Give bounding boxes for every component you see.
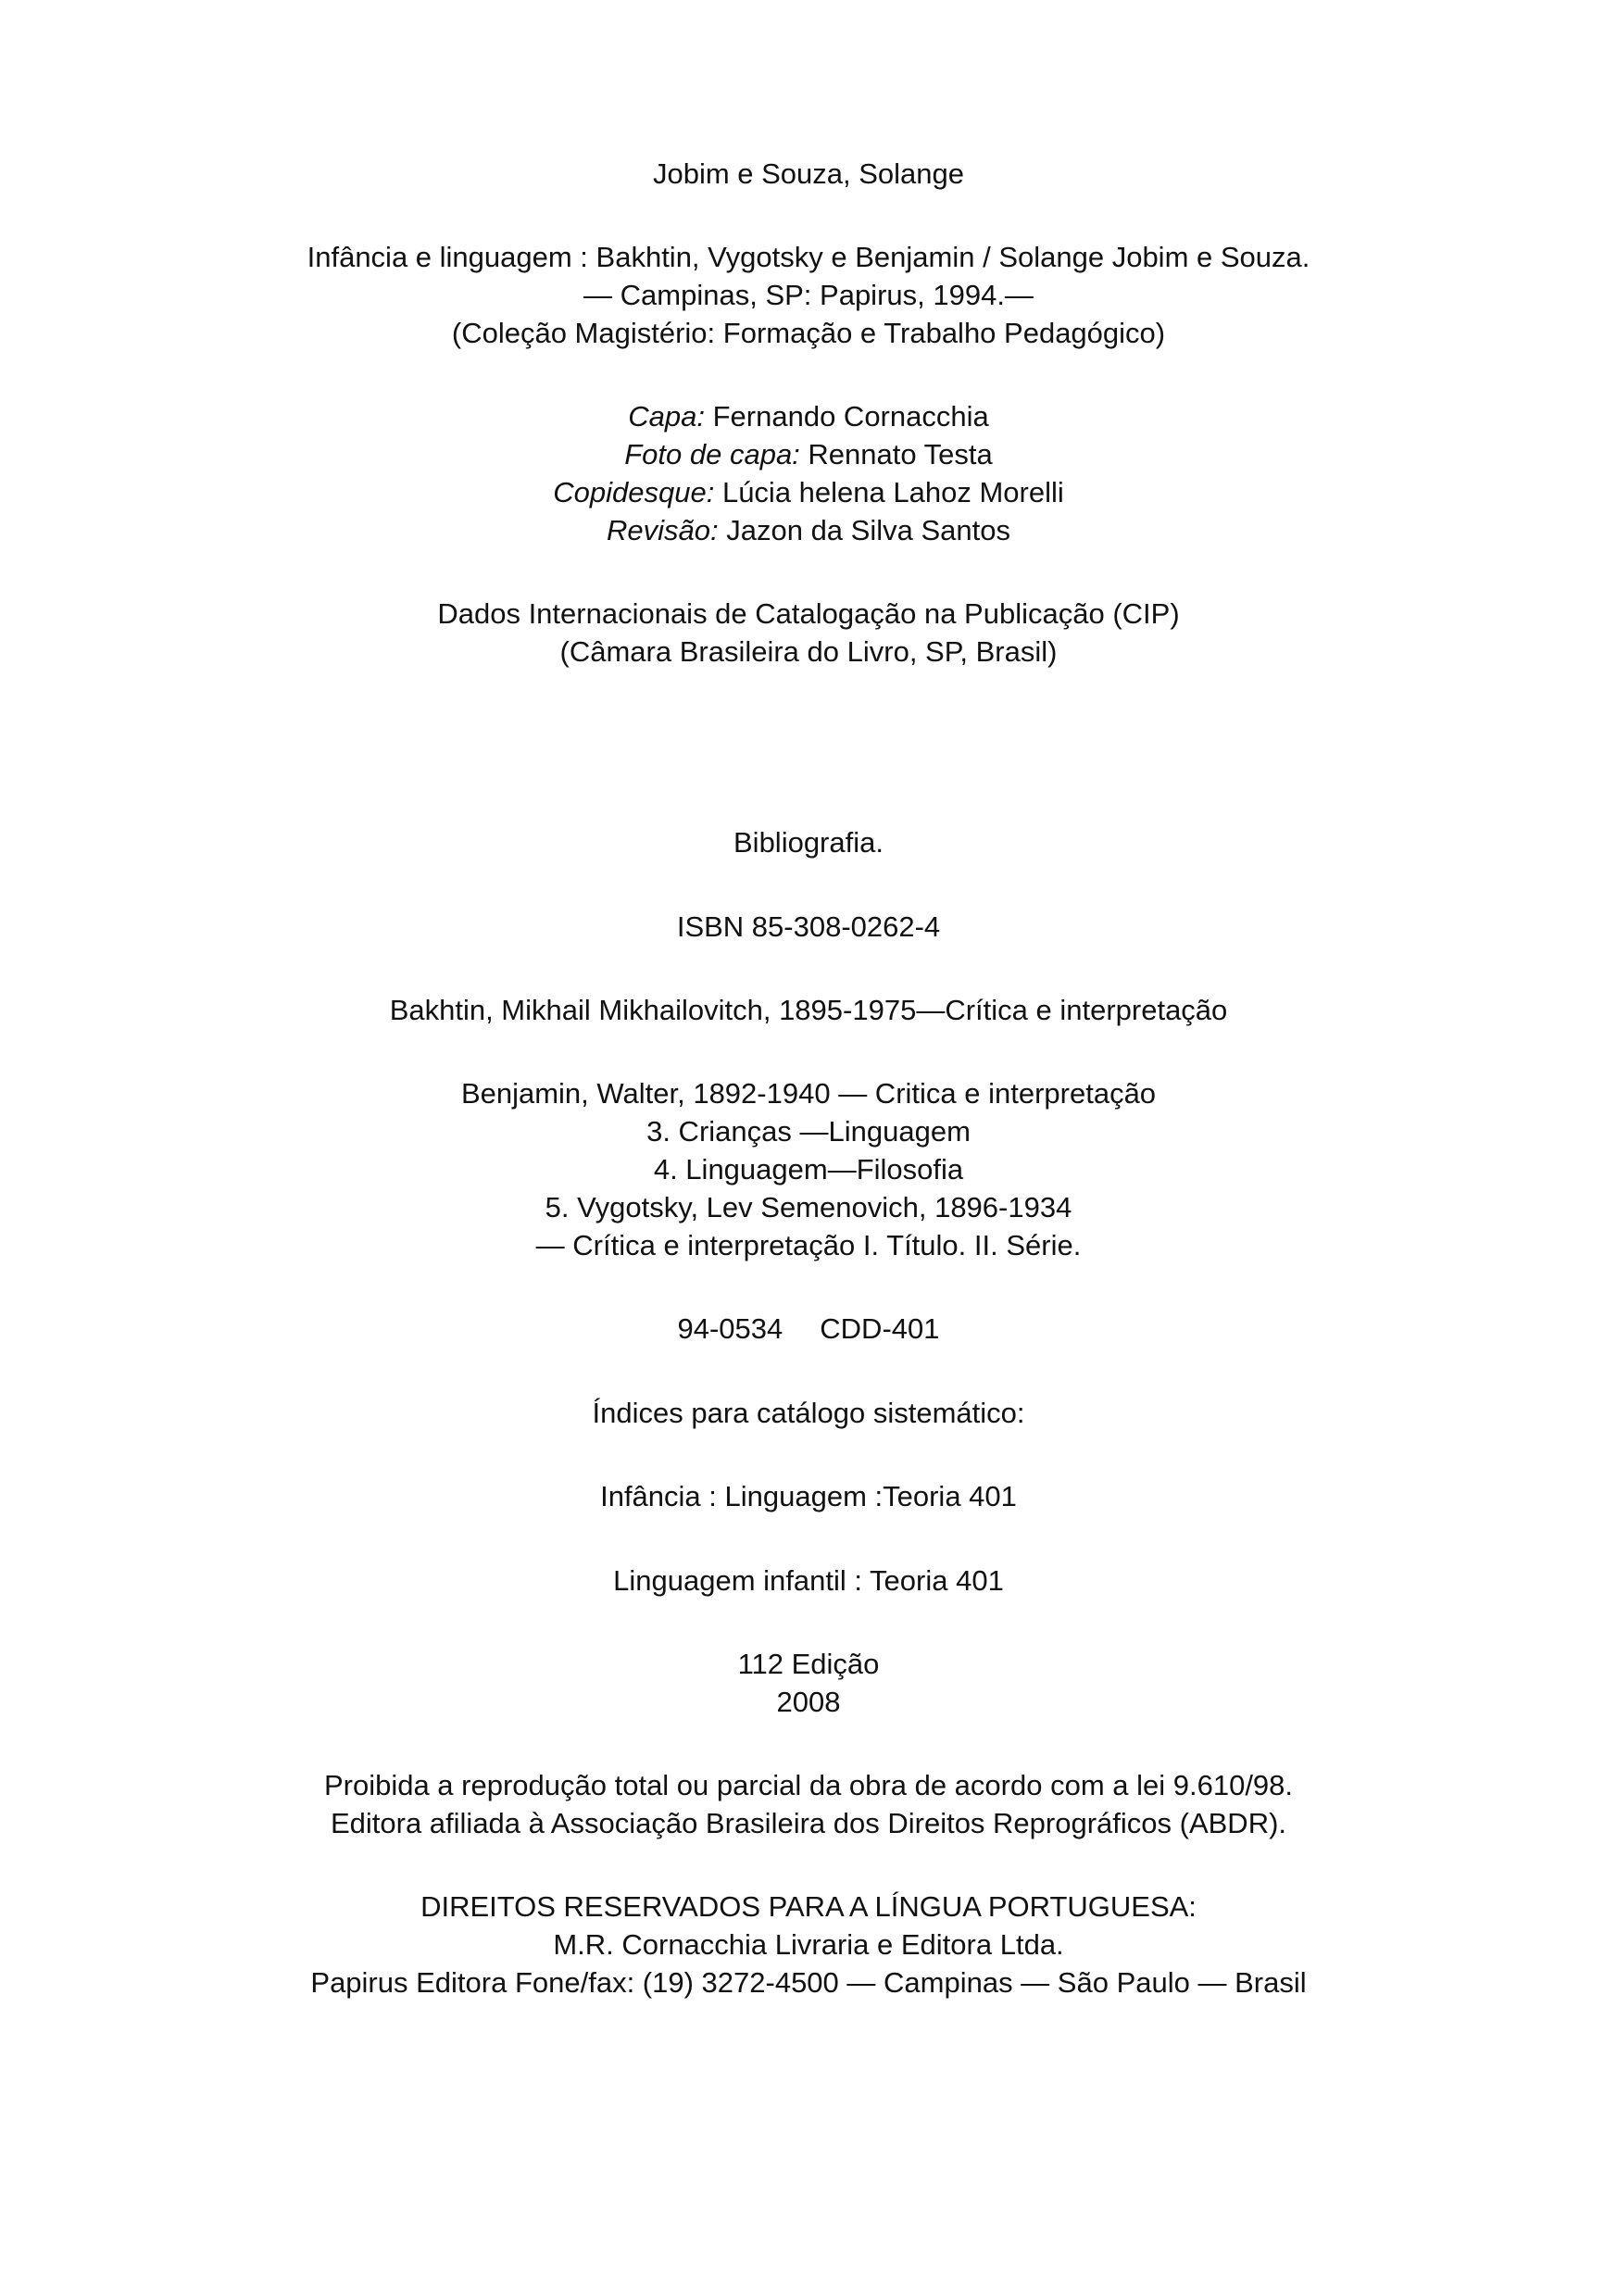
cip-heading: Dados Internacionais de Catalogação na Publicação (CIP) bbox=[437, 597, 1180, 630]
credit-value: Lúcia helena Lahoz Morelli bbox=[721, 476, 1064, 508]
control-number: 94-0534 bbox=[677, 1312, 783, 1345]
credit-copyeditor bbox=[0, 474, 1617, 511]
cdd-code: CDD-401 bbox=[820, 1312, 940, 1345]
subject-item-4: 4. Linguagem—Filosofia bbox=[653, 1153, 964, 1186]
bibliografia-label: Bibliografia. bbox=[733, 826, 884, 859]
subject-bakhtin: Bakhtin, Mikhail Mikhailovitch, 1895-1975—Crítica e interpretação bbox=[389, 994, 1228, 1026]
subject-item-5: 5. Vygotsky, Lev Semenovich, 1896-1934 bbox=[545, 1191, 1072, 1223]
copyright-notice-1: Proibida a reprodução total ou parcial da obra de acordo com a lei 9.610/98. bbox=[323, 1769, 1294, 1801]
credit-revision bbox=[0, 512, 1617, 549]
isbn-number: ISBN 85-308-0262-4 bbox=[676, 910, 941, 943]
credit-value: Jazon da Silva Santos bbox=[726, 514, 1010, 546]
edition-label: 112 Edição bbox=[737, 1648, 880, 1680]
credit-cover-photo bbox=[0, 436, 1617, 473]
credit-label: Revisão: bbox=[607, 514, 719, 546]
title-line-2: — Campinas, SP: Papirus, 1994.— bbox=[583, 279, 1034, 311]
credit-value: Fernando Cornacchia bbox=[712, 400, 989, 433]
rights-publisher: M.R. Cornacchia Livraria e Editora Ltda. bbox=[553, 1928, 1064, 1961]
index-entry-2: Linguagem infantil : Teoria 401 bbox=[613, 1564, 1004, 1597]
subject-item-5-cont: — Crítica e interpretação I. Título. II. Série. bbox=[535, 1229, 1082, 1261]
index-entry-1: Infância : Linguagem :Teoria 401 bbox=[600, 1480, 1017, 1512]
subject-item-3: 3. Crianças —Linguagem bbox=[646, 1115, 971, 1148]
edition-year: 2008 bbox=[776, 1686, 841, 1718]
series-line: (Coleção Magistério: Formação e Trabalho Pedagógico) bbox=[451, 317, 1166, 349]
index-heading: Índices para catálogo sistemático: bbox=[592, 1397, 1025, 1429]
credit-label: Foto de capa: bbox=[624, 438, 800, 470]
credit-value: Rennato Testa bbox=[808, 438, 993, 470]
subject-benjamin: Benjamin, Walter, 1892-1940 — Critica e interpretação bbox=[460, 1077, 1157, 1110]
cip-subheading: (Câmara Brasileira do Livro, SP, Brasil) bbox=[559, 635, 1058, 668]
credit-label: Copidesque: bbox=[553, 476, 715, 508]
author-name: Jobim e Souza, Solange bbox=[652, 157, 965, 190]
credit-cover bbox=[0, 398, 1617, 435]
rights-contact: Papirus Editora Fone/fax: (19) 3272-4500 — Campinas — São Paulo — Brasil bbox=[310, 1966, 1307, 1999]
copyright-notice-2: Editora afiliada à Associação Brasileira dos Direitos Reprográficos (ABDR). bbox=[330, 1807, 1287, 1839]
credit-label: Capa: bbox=[628, 400, 705, 433]
classification-line bbox=[0, 1311, 1617, 1348]
rights-heading: DIREITOS RESERVADOS PARA A LÍNGUA PORTUGUESA: bbox=[420, 1890, 1197, 1923]
title-line-1: Infância e linguagem : Bakhtin, Vygotsky e Benjamin / Solange Jobim e Souza. bbox=[307, 241, 1310, 273]
